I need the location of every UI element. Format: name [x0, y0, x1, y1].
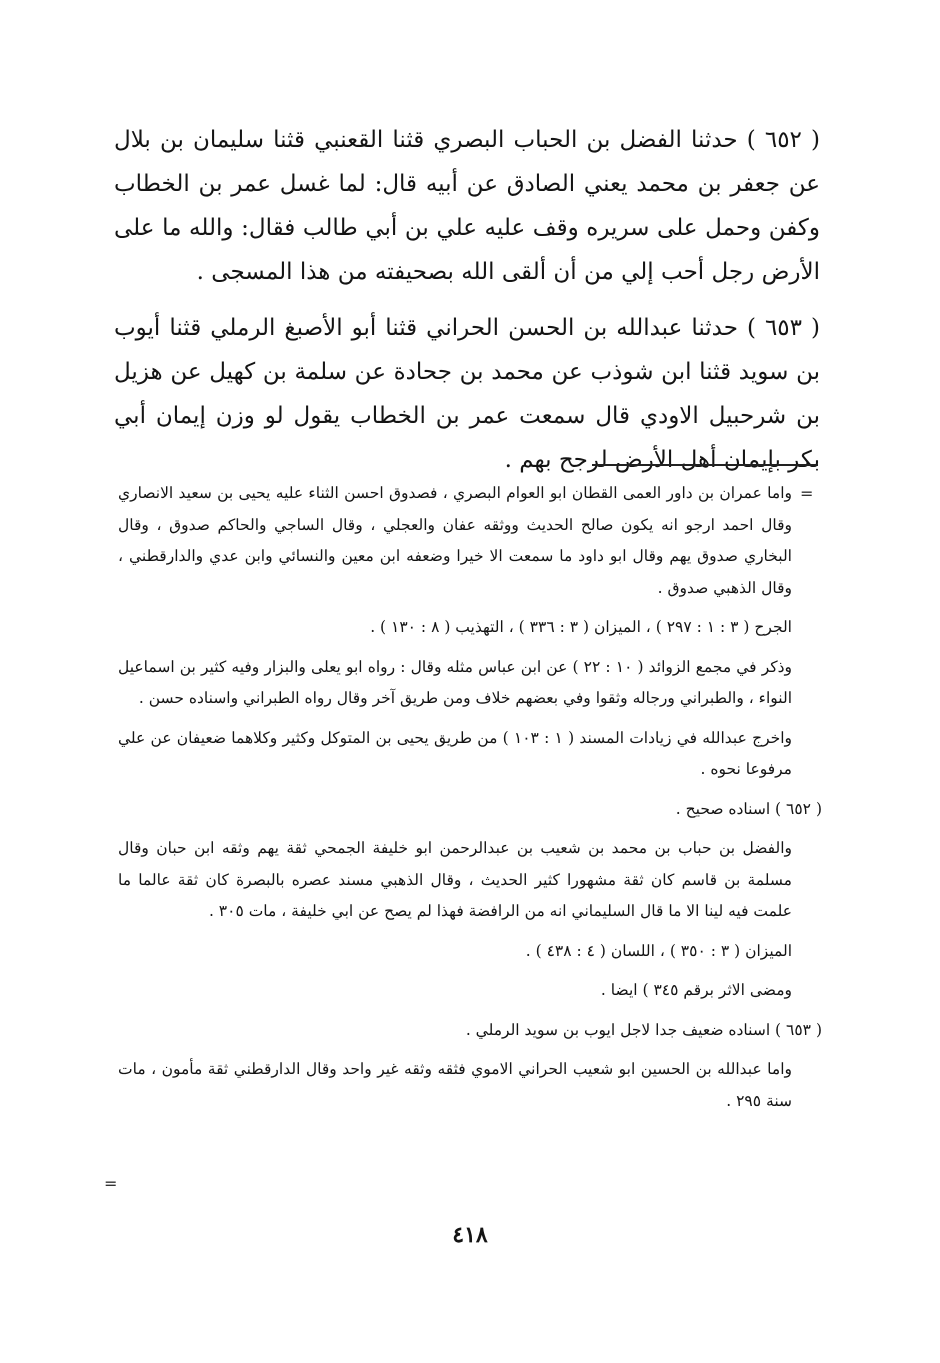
footnote-heading-653: ( ٦٥٣ ) اسناده ضعيف جدا لاجل ايوب بن سويد الرملي . — [465, 1020, 822, 1039]
hadith-652: ( ٦٥٢ ) حدثنا الفضل بن الحباب البصري قثنا القعنبي قثنا سليمان بن بلال عن جعفر بن محمد يعني الصادق عن أبيه قال: لما غسل عمر بن الخطاب وكفن وحمل على سريره وقف عليه علي بن أبي طالب فقال: والله ما على الأرض رجل أحب إلي من أن ألقى الله بصحيفته من هذا المسجى . — [114, 127, 820, 285]
footnote-paragraph: الميزان ( ٣ : ٣٥٠ ) ، اللسان ( ٤ : ٤٣٨ ) . — [525, 941, 792, 960]
footnote-end-marker: = — [104, 1174, 118, 1193]
footnote-divider — [592, 464, 818, 466]
footnote-paragraph: والفضل بن حباب بن محمد بن شعيب بن عبدالرحمن ابو خليفة الجمحي ثقة يهم وثقه ابن حبان وقال مسلمة بن قاسم كان ثقة مشهورا كثير الحديث ، وقال الذهبي مسند عصره بالبصرة كان ثقة عالما ما علمت فيه لينا الا ما قال السليماني انه من الرافضة فهذا لم يصح عن ابي خليفة ، مات ٣٠٥ . — [118, 839, 792, 920]
page-number: ٤١٨ — [452, 1222, 488, 1248]
footnote-heading-652: ( ٦٥٢ ) اسناده صحيح . — [675, 799, 822, 818]
footnote-paragraph: ومضى الاثر برقم ٣٤٥ ) ايضا . — [600, 981, 792, 999]
footnote-paragraph: الجرح ( ٣ : ١ : ٢٩٧ ) ، الميزان ( ٣ : ٣٣٦ ) ، التهذيب ( ٨ : ١٣٠ ) . — [370, 618, 792, 636]
footnote-paragraph: واما عبدالله بن الحسين ابو شعيب الحراني الاموي فثقه وثقه غير واحد وقال الدارقطني ثقة مأمون ، مات سنة ٢٩٥ . — [118, 1060, 792, 1110]
footnotes — [118, 478, 822, 1125]
main-text — [114, 118, 820, 494]
hadith-653: ( ٦٥٣ ) حدثنا عبدالله بن الحسن الحراني قثنا أبو الأصبغ الرملي قثنا أيوب بن سويد قثنا ابن شوذب عن محمد بن جحادة عن سلمة بن كهيل عن هزيل بن شرحبيل الاودي قال سمعت عمر بن الخطاب يقول لو وزن إيمان أبي بكر بإيمان أهل الأرض لرجح بهم . — [114, 315, 820, 473]
footnote-continuation-marker: = — [800, 484, 814, 503]
footnote-paragraph: واخرج عبدالله في زيادات المسند ( ١ : ١٠٣ ) من طريق يحيى بن المتوكل وكثير وكلاهما ضعيفان عن علي مرفوعا نحوه . — [118, 728, 792, 778]
footnote-paragraph: وذكر في مجمع الزوائد ( ١٠ : ٢٢ ) عن ابن عباس مثله وقال : رواه ابو يعلى والبزار وفيه كثير بن اسماعيل النواء ، والطبراني ورجاله وثقوا وفي بعضهم خلاف ومن طريق آخر وقال رواه الطبراني واسناده حسن . — [118, 657, 793, 707]
footnote-paragraph: واما عمران بن داور العمى القطان ابو العوام البصري ، فصدوق احسن الثناء عليه يحيى بن سعيد الانصاري وقال احمد ارجو انه يكون صالح الحديث ووثقه عفان والعجلي ، وقال الساجي والحاكم صدوق ، وقال البخاري صدوق يهم وقال ابو داود ما سمعت الا خيرا وضعفه ابن معين والنسائي وابن عدي والدارقطني ، وقال الذهبي صدوق . — [118, 484, 792, 597]
